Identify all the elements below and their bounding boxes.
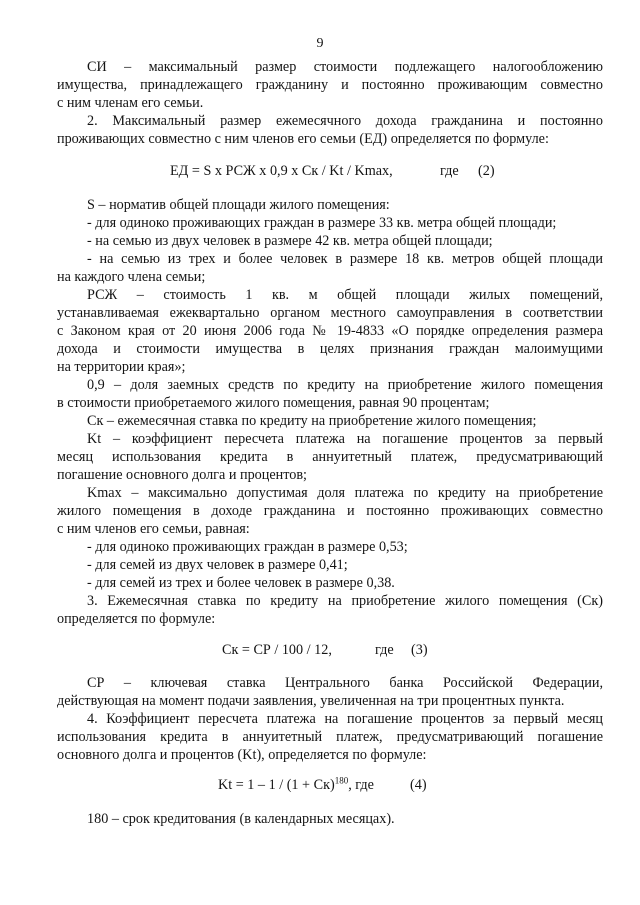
text-line: определяется по формуле: <box>57 611 216 627</box>
formula-4-where: , где <box>348 777 374 793</box>
text-line: 0,9 – доля заемных средств по кредиту на приобретение жилого помещения <box>87 377 603 393</box>
text-line: месяц использования кредита в аннуитетный платеж, предусматривающий <box>57 449 603 465</box>
formula-2 <box>170 163 393 180</box>
text-line: использования кредита в аннуитетный платеж, предусматривающий погашение <box>57 729 603 745</box>
text-line: дохода и стоимости имущества в целях признания граждан малоимущими <box>57 341 603 357</box>
formula-3-expression: Ск = СР / 100 / 12, <box>222 642 332 658</box>
text-line: с Законом края от 20 июня 2006 года № 19-4833 «О порядке определения размера <box>57 323 603 339</box>
text-line: устанавливаемая ежеквартально органом местного самоуправления в соответствии <box>57 305 603 321</box>
text-line: S – норматив общей площади жилого помещения: <box>87 197 390 213</box>
text-line: Kmax – максимально допустимая доля платежа по кредиту на приобретение <box>87 485 603 501</box>
text-line: - для семей из двух человек в размере 0,41; <box>87 557 348 573</box>
formula-4 <box>218 777 374 794</box>
text-line: РСЖ – стоимость 1 кв. м общей площади жилых помещений, <box>87 287 603 303</box>
text-line: - на семью из трех и более человек в размере 18 кв. метров общей площади <box>87 251 603 267</box>
formula-2-where: где <box>440 163 459 179</box>
text-line: с ним членам его семьи. <box>57 95 204 111</box>
text-line: с ним членов его семьи, равная: <box>57 521 250 537</box>
formula-2-number: (2) <box>478 163 495 179</box>
text-line: имущества, принадлежащего гражданину и постоянно проживающим совместно <box>57 77 603 93</box>
text-line: на каждого члена семьи; <box>57 269 206 285</box>
text-line: СР – ключевая ставка Центрального банка Российской Федерации, <box>87 675 603 691</box>
formula-4-number: (4) <box>410 777 427 793</box>
text-line: жилого помещения в доходе гражданина и постоянно проживающих совместно <box>57 503 603 519</box>
text-line: на территории края»; <box>57 359 186 375</box>
text-line: - для одиноко проживающих граждан в размере 0,53; <box>87 539 408 555</box>
text-line: Kt – коэффициент пересчета платежа на погашение процентов за первый <box>87 431 603 447</box>
text-line: - на семью из двух человек в размере 42 кв. метра общей площади; <box>87 233 493 249</box>
formula-4-base: Kt = 1 – 1 / (1 + Ск) <box>218 777 335 793</box>
text-line: в стоимости приобретаемого жилого помещения, равная 90 процентам; <box>57 395 490 411</box>
text-line: - для семей из трех и более человек в размере 0,38. <box>87 575 395 591</box>
text-line: 4. Коэффициент пересчета платежа на погашение процентов за первый месяц <box>87 711 603 727</box>
formula-3-where: где <box>375 642 394 658</box>
formula-3-number: (3) <box>411 642 428 658</box>
text-line: основного долга и процентов (Kt), определяется по формуле: <box>57 747 427 763</box>
text-line: проживающих совместно с ним членов его семьи (ЕД) определяется по формуле: <box>57 131 549 147</box>
formula-2-expression: ЕД = S x РСЖ x 0,9 x Ск / Kt / Kmax, <box>170 163 393 179</box>
formula-4-exponent: 180 <box>334 775 349 786</box>
page-number: 9 <box>316 36 324 51</box>
text-line: - для одиноко проживающих граждан в размере 33 кв. метра общей площади; <box>87 215 557 231</box>
text-line: Ск – ежемесячная ставка по кредиту на приобретение жилого помещения; <box>87 413 537 429</box>
text-line: 3. Ежемесячная ставка по кредиту на приобретение жилого помещения (Ск) <box>87 593 603 609</box>
text-line: 2. Максимальный размер ежемесячного дохода гражданина и постоянно <box>87 113 603 129</box>
text-line: действующая на момент подачи заявления, увеличенная на три процентных пункта. <box>57 693 565 709</box>
text-line: погашение основного долга и процентов; <box>57 467 307 483</box>
text-line: СИ – максимальный размер стоимости подлежащего налогообложению <box>87 59 603 75</box>
text-line: 180 – срок кредитования (в календарных месяцах). <box>87 811 395 827</box>
